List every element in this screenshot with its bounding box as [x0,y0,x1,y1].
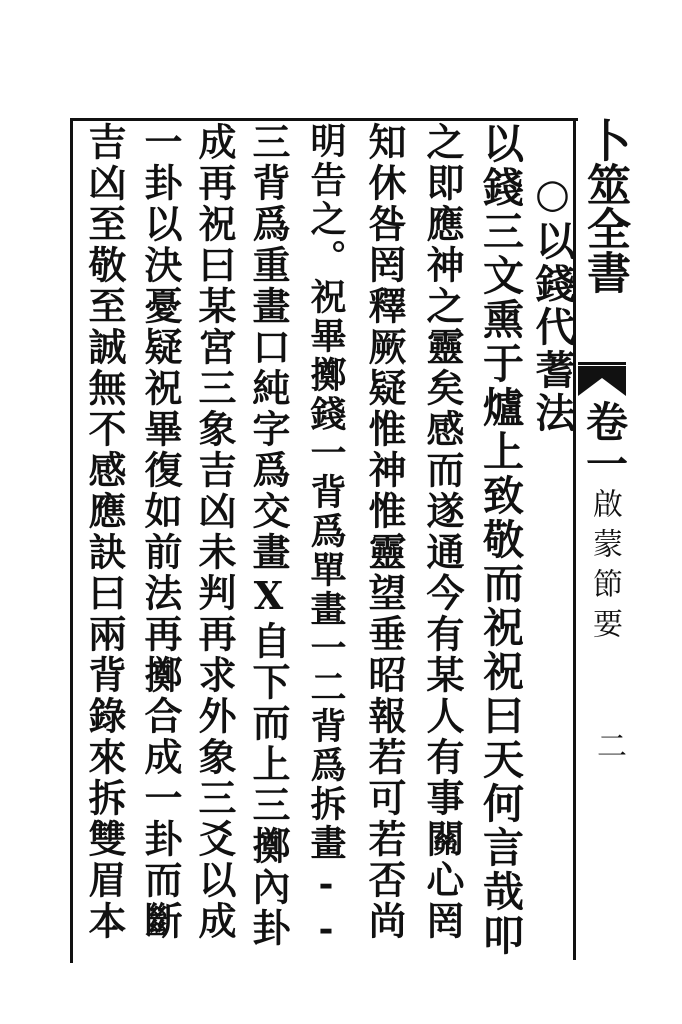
text-column-3: 知休咎罔釋厥疑惟神惟靈望垂昭報若可若否尚 [362,122,407,942]
text-column-5: 三背爲重畫口純字爲交畫X自下而上三擲內卦 [246,122,291,949]
page-number: 二 [591,730,626,760]
fishtail-icon [578,366,626,396]
text-column-7: 一卦以決憂疑祝畢復如前法再擲合成一卦而斷 [138,122,183,942]
text-column-6: 成再祝曰某宮三象吉凶未判再求外象三爻以成 [192,122,237,942]
text-column-4: 明告之。祝畢擲錢一背爲單畫一二背爲拆畫-- [305,122,347,953]
text-column-2: 之即應神之靈矣感而遂通今有某人有事關心罔 [420,122,465,942]
fishtail-line [578,362,626,365]
text-column-8: 吉凶至敬至誠無不感應訣曰兩背錄來拆雙眉本 [82,122,127,942]
section-title: 啟蒙節要 [587,488,622,648]
book-title: 卜筮全書 [579,118,630,294]
volume-label: 卷一 [580,400,629,484]
section-heading: ○以錢代蓍法 [529,170,576,435]
text-column-1: 以錢三文熏于爐上致敬而祝祝曰天何言哉叩 [476,122,524,958]
